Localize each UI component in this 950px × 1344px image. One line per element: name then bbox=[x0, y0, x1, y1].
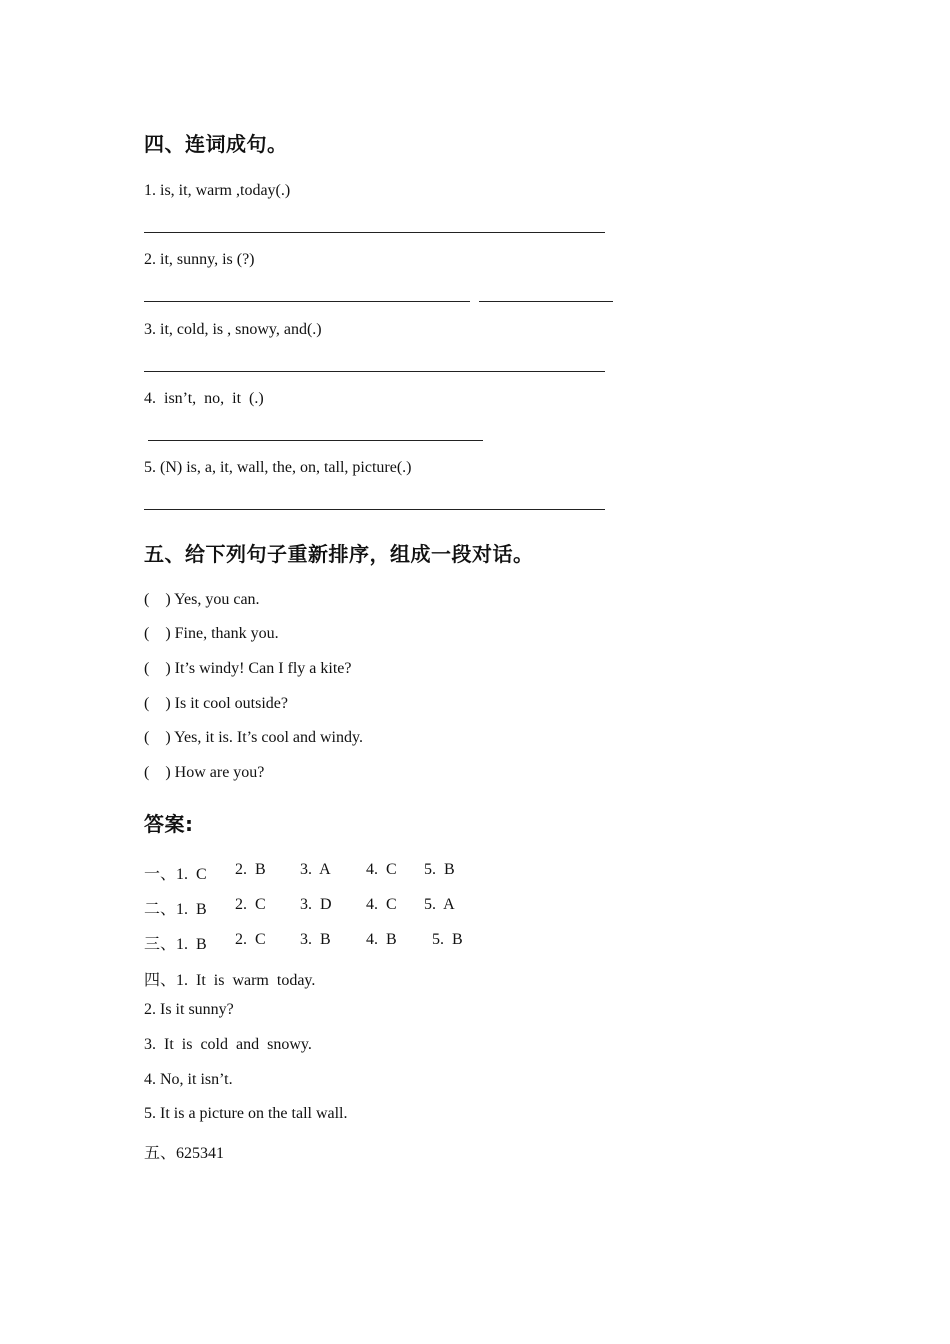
question-2: 2. it, sunny, is (?) bbox=[144, 251, 255, 268]
answer-row-1-head: 一、1. C bbox=[144, 866, 207, 883]
answer-row-2-a2: 2. C bbox=[235, 896, 266, 913]
answer-row-2-a4: 4. C bbox=[366, 896, 397, 913]
answer-row-1-a5: 5. B bbox=[424, 861, 455, 878]
answer-row-2-a3: 3. D bbox=[300, 896, 332, 913]
question-1: 1. is, it, warm ,today(.) bbox=[144, 182, 291, 199]
answer-line-4[interactable] bbox=[148, 440, 483, 441]
answer-row-2-head: 二、1. B bbox=[144, 901, 207, 918]
answer-row-1-a4: 4. C bbox=[366, 861, 397, 878]
question-4: 4. isn’t, no, it (.) bbox=[144, 390, 264, 407]
section5-title: 五、给下列句子重新排序，组成一段对话。 bbox=[144, 542, 534, 566]
answer-line-s4-2: 2. Is it sunny? bbox=[144, 1001, 234, 1018]
answer-row-2-a5: 5. A bbox=[424, 896, 455, 913]
answer-line-s5: 五、625341 bbox=[144, 1145, 225, 1162]
answer-line-2b[interactable] bbox=[479, 301, 613, 302]
answer-line-2a[interactable] bbox=[144, 301, 470, 302]
answer-line-3[interactable] bbox=[144, 371, 605, 372]
answer-row-1-a2: 2. B bbox=[235, 861, 266, 878]
answer-line-1[interactable] bbox=[144, 232, 605, 233]
answer-line-s4-3: 3. It is cold and snowy. bbox=[144, 1036, 312, 1053]
dialogue-item-1: ( ) Yes, you can. bbox=[144, 591, 260, 608]
dialogue-item-2: ( ) Fine, thank you. bbox=[144, 625, 279, 642]
answer-line-s4-1: 四、1. It is warm today. bbox=[144, 972, 316, 989]
answer-line-s4-5: 5. It is a picture on the tall wall. bbox=[144, 1105, 348, 1122]
answer-line-5[interactable] bbox=[144, 509, 605, 510]
answer-row-3-a4: 4. B bbox=[366, 931, 397, 948]
dialogue-item-6: ( ) How are you? bbox=[144, 764, 265, 781]
answer-row-3-a3: 3. B bbox=[300, 931, 331, 948]
dialogue-item-4: ( ) Is it cool outside? bbox=[144, 695, 288, 712]
question-5: 5. (N) is, a, it, wall, the, on, tall, picture(.) bbox=[144, 459, 412, 476]
answer-row-3-a5: 5. B bbox=[432, 931, 463, 948]
answer-line-s4-4: 4. No, it isn’t. bbox=[144, 1071, 233, 1088]
section4-title: 四、连词成句。 bbox=[144, 132, 288, 156]
answer-row-3-a2: 2. C bbox=[235, 931, 266, 948]
answer-row-1-a3: 3. A bbox=[300, 861, 331, 878]
answer-row-3-head: 三、1. B bbox=[144, 936, 207, 953]
question-3: 3. it, cold, is , snowy, and(.) bbox=[144, 321, 322, 338]
answers-title: 答案: bbox=[144, 812, 194, 836]
dialogue-item-3: ( ) It’s windy! Can I fly a kite? bbox=[144, 660, 352, 677]
dialogue-item-5: ( ) Yes, it is. It’s cool and windy. bbox=[144, 729, 363, 746]
